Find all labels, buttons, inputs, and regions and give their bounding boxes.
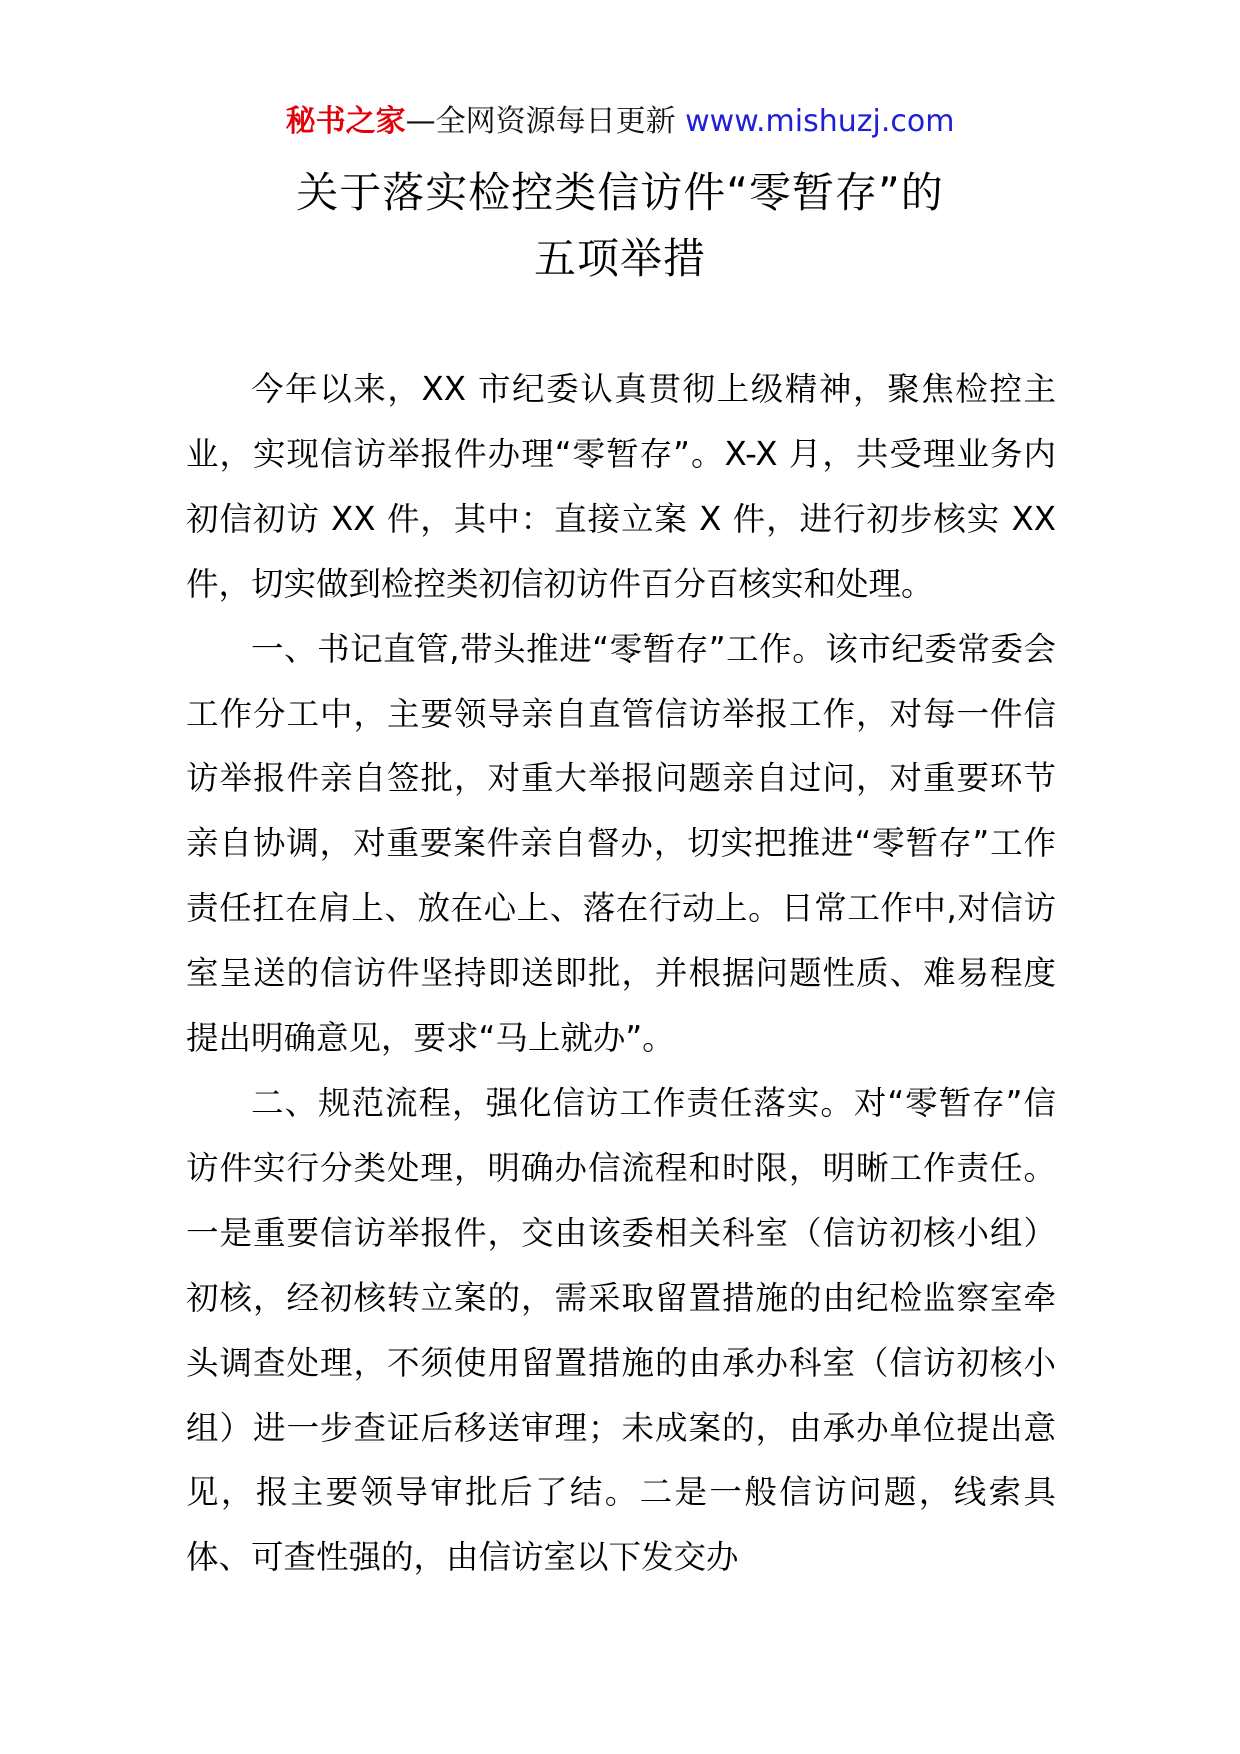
paragraph-section-1: 一、书记直管,带头推进“零暂存”工作。该市纪委常委会工作分工中，主要领导亲自直管信访举报工作，对每一件信访举报件亲自签批，对重大举报问题亲自过问，对重要环节亲自协调，对重要案件亲自督办，切实把推进“零暂存”工作责任扛在肩上、放在心上、落在行动上。日常工作中,对信访室呈送的信访件坚持即送即批，并根据问题性质、难易程度提出明确意见，要求“马上就办”。 xyxy=(186,629,1056,1058)
document-body xyxy=(186,357,1056,1590)
paragraph-section-2: 二、规范流程，强化信访工作责任落实。对“零暂存”信访件实行分类处理，明确办信流程和时限，明晰工作责任。一是重要信访举报件，交由该委相关科室（信访初核小组）初核，经初核转立案的，需采取留置措施的由纪检监察室牵头调查处理，不须使用留置措施的由承办科室（信访初核小组）进一步查证后移送审理；未成案的，由承办单位提出意见，报主要领导审批后了结。二是一般信访问题，线索具体、可查性强的，由信访室以下发交办 xyxy=(186,1083,1056,1577)
brand-name: 秘书之家 xyxy=(285,104,406,139)
site-header xyxy=(0,100,1240,144)
site-url-link[interactable]: www.mishuzj.com xyxy=(685,104,955,139)
title-line-2: 五项举措 xyxy=(533,234,706,283)
paragraph-intro: 今年以来，XX 市纪委认真贯彻上级精神，聚焦检控主业，实现信访举报件办理“零暂存”。X-X 月，共受理业务内初信初访 XX 件，其中：直接立案 X 件，进行初步核实 XX 件，切实做到检控类初信初访件百分百核实和处理。 xyxy=(186,370,1056,603)
document-title xyxy=(0,160,1240,292)
header-tagline: —全网资源每日更新 xyxy=(405,104,686,139)
title-line-1: 关于落实检控类信访件“零暂存”的 xyxy=(296,168,944,217)
